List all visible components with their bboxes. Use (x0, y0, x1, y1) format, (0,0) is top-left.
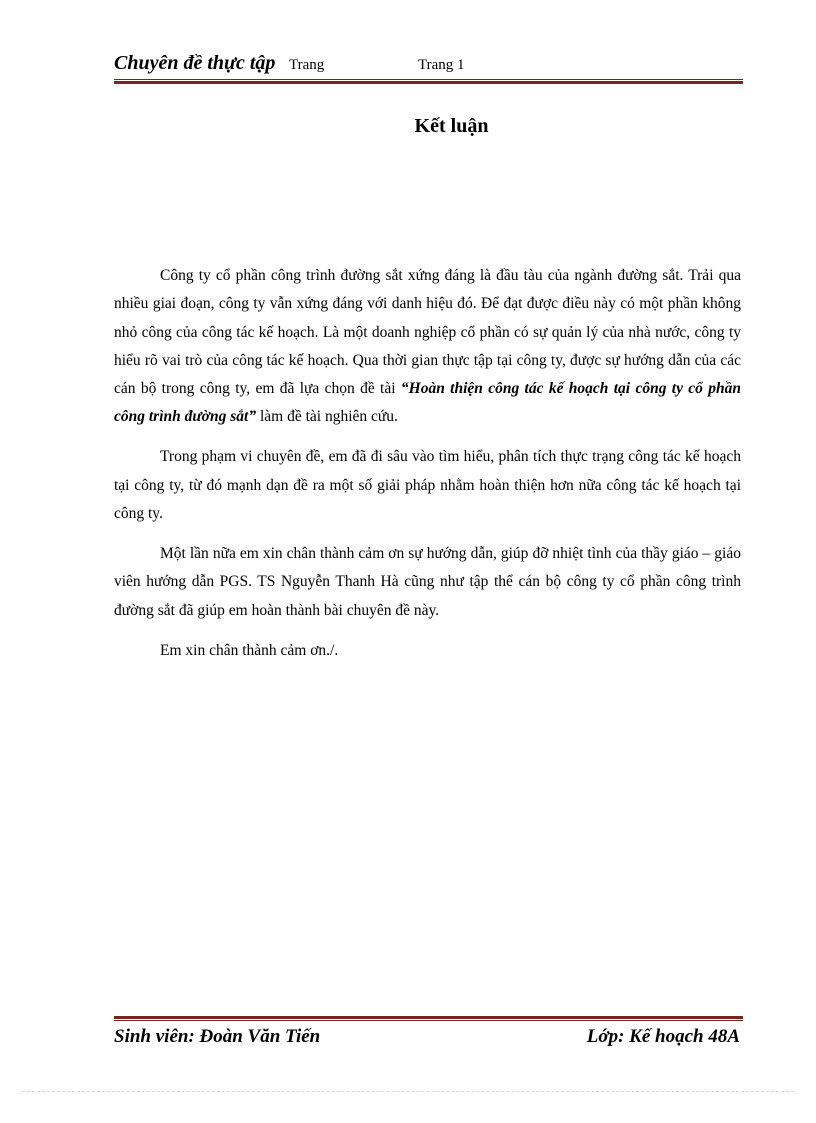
header-rule-thin (114, 79, 743, 80)
page-header (114, 52, 744, 78)
footer-rule-thin (114, 1020, 743, 1021)
header-rule-thick (114, 81, 743, 84)
paragraph-4: Em xin chân thành cảm ơn./. (160, 641, 339, 659)
document-body (114, 262, 741, 677)
footer-student: Sinh viên: Đoàn Văn Tiến (114, 1026, 321, 1047)
page-edge (22, 1091, 794, 1092)
document-title: Kết luận (414, 115, 489, 137)
footer-class: Lớp: Kế hoạch 48A (586, 1026, 740, 1047)
header-title: Chuyên đề thực tập (114, 52, 276, 74)
paragraph-1-text: Công ty cổ phần công trình đường sắt xứng đáng là đầu tàu của ngành đường sắt. Trải qua nhiều giai đoạn, công ty vẫn xứng đáng với danh hiệu đó. Để đạt được điều này có một phần không nhỏ công của công tác kế hoạch. Là một doanh nghiệp cổ phần có sự quản lý của nhà nước, công ty hiểu rõ vai trò của công tác kế hoạch. Qua thời gian thực tập tại công ty, được sự hướng dẫn của các cán bộ trong công ty, em đã lựa chọn đề tài (114, 267, 741, 398)
paragraph-1 (114, 262, 741, 432)
paragraph-3: Một lần nữa em xin chân thành cảm ơn sự hướng dẫn, giúp đỡ nhiệt tình của thầy giáo – giáo viên hướng dẫn PGS. TS Nguyễn Thanh Hà cũng như tập thể cán bộ công ty cổ phần công trình đường sắt đã giúp em hoàn thành bài chuyên đề này. (114, 545, 741, 619)
paragraph-2: Trong phạm vi chuyên đề, em đã đi sâu vào tìm hiểu, phân tích thực trạng công tác kế hoạch tại công ty, từ đó mạnh dạn đề ra một số giải pháp nhằm hoàn thiện hơn nữa công tác kế hoạch tại công ty. (114, 448, 741, 523)
thesis-topic: “Hoàn thiện công tác kế hoạch tại công ty cổ phần công trình đường sắt” (114, 380, 742, 426)
header-suffix: Trang (289, 57, 325, 73)
header-page-number: Trang 1 (418, 57, 465, 73)
footer-rule-thick (114, 1016, 743, 1019)
paragraph-1-end: làm đề tài nghiên cứu. (256, 408, 398, 426)
